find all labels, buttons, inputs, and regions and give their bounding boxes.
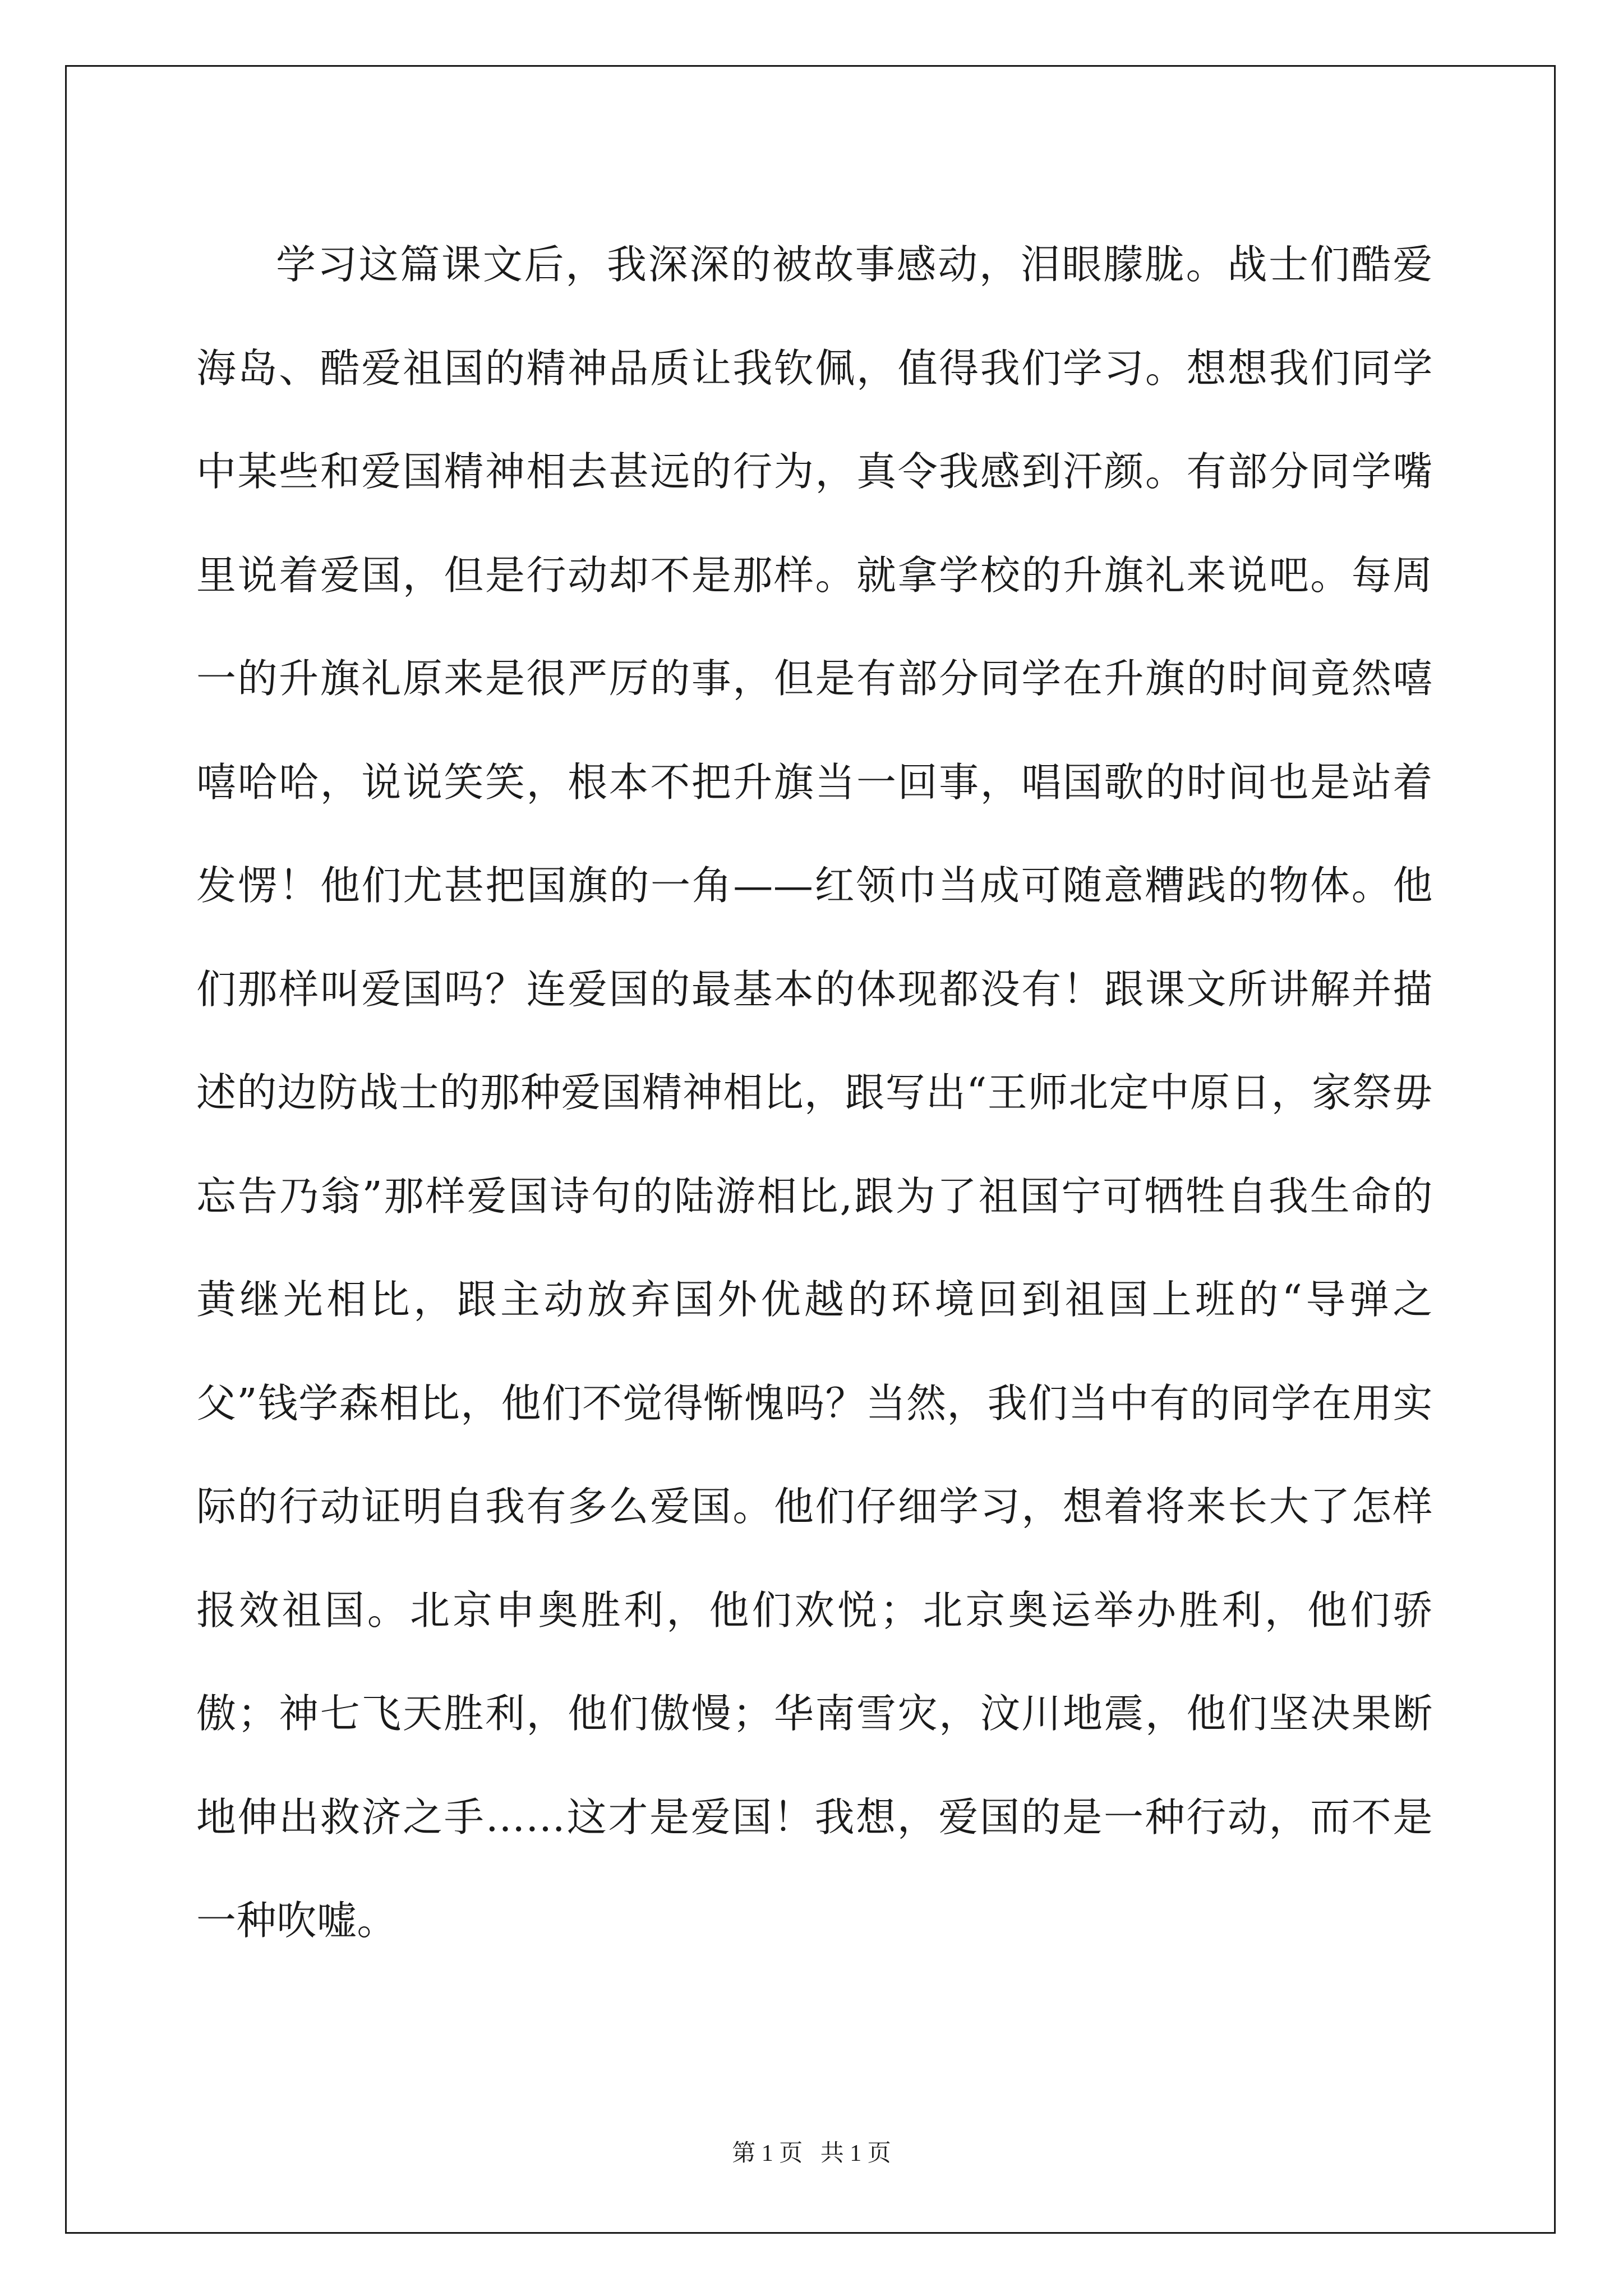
page-number-footer: 第 1 页 共 1 页: [732, 2141, 891, 2166]
essay-paragraph: 学习这篇课文后，我深深的被故事感动，泪眼朦胧。战士们酷爱海岛、酷爱祖国的精神品质让我钦佩，值得我们学习。想想我们同学中某些和爱国精神相去甚远的行为，真令我感到汗颜。有部分同学嘴里说着爱国，但是行动却不是那样。就拿学校的升旗礼来说吧。每周一的升旗礼原来是很严厉的事，但是有部分同学在升旗的时间竟然嘻嘻哈哈，说说笑笑，根本不把升旗当一回事，唱国歌的时间也是站着发愣！他们尤甚把国旗的一角——红领巾当成可随意糟践的物体。他们那样叫爱国吗？连爱国的最基本的体现都没有！跟课文所讲解并描述的边防战士的那种爱国精神相比，跟写出“王师北定中原日，家祭毋忘告乃翁”那样爱国诗句的陆游相比,跟为了祖国宁可牺牲自我生命的黄继光相比，跟主动放弃国外优越的环境回到祖国上班的“导弹之父”钱学森相比，他们不觉得惭愧吗？当然，我们当中有的同学在用实际的行动证明自我有多么爱国。他们仔细学习，想着将来长大了怎样报效祖国。北京申奥胜利，他们欢悦；北京奥运举办胜利，他们骄傲；神七飞天胜利，他们傲慢；华南雪灾，汶川地震，他们坚决果断地伸出救济之手……这才是爱国！我想，爱国的是一种行动，而不是一种吹嘘。: [196, 241, 1433, 1944]
